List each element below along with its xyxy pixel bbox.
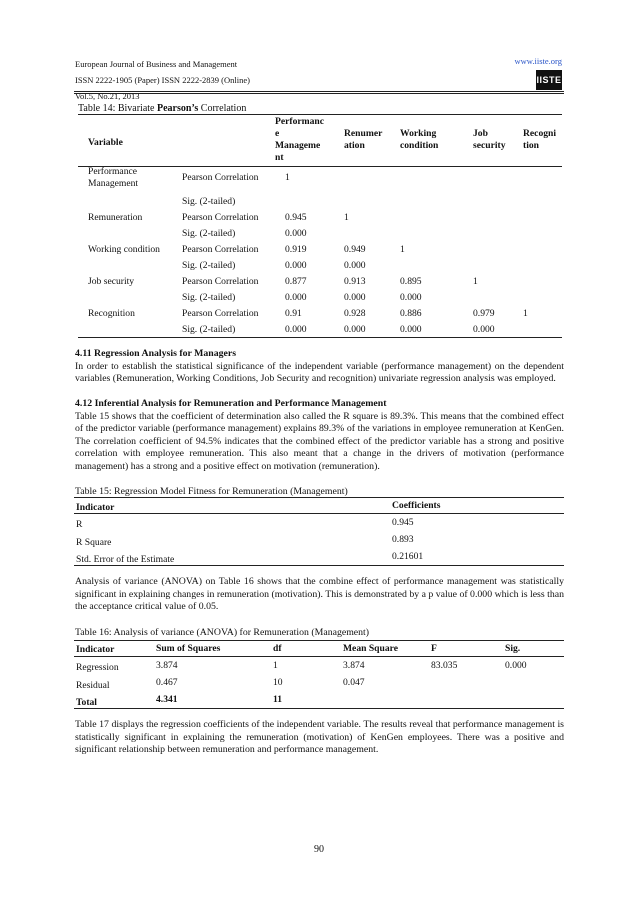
page-number: 90 xyxy=(314,844,324,855)
table16-cell: Total xyxy=(76,697,97,708)
table16-cell: 0.047 xyxy=(343,677,365,688)
journal-name: European Journal of Business and Management xyxy=(75,59,238,69)
table14-value-cell: 0.000 xyxy=(344,324,366,335)
table14-top-rule xyxy=(78,114,562,115)
table16-cell: 83.035 xyxy=(431,660,458,671)
table14-stat-cell: Sig. (2-tailed) xyxy=(182,292,236,303)
table14-stat-cell: Pearson Correlation xyxy=(182,172,259,183)
table15-bottom-rule xyxy=(74,565,564,566)
table15-row-value: 0.893 xyxy=(392,534,414,545)
section-4-12 xyxy=(75,398,564,474)
table16-cell: 0.467 xyxy=(156,677,178,688)
table16-header-mean-square: Mean Square xyxy=(343,643,398,654)
table14-stat-cell: Pearson Correlation xyxy=(182,212,259,223)
section-4-12-text: Table 15 shows that the coefficient of determination also called the R square is 89.3%. This means that the combined effect of the predictor variable (performance management) explains 89.3% of the variations in employee remuneration at KenGen. The correlation coefficient of 94.5% indicates that the combined effect of the predictor variable has a strong and positive correlation with employee remuneration. This also meant that a change in the drivers of motivation (performance management) has a strong and a positive effect on motivation (remuneration). xyxy=(75,410,564,472)
table14-value-cell: 0.895 xyxy=(400,276,422,287)
journal-header xyxy=(75,56,250,104)
table14-value-cell: 0.000 xyxy=(344,292,366,303)
table14-value-cell: 0.000 xyxy=(344,260,366,271)
table14-stat-cell: Sig. (2-tailed) xyxy=(182,196,236,207)
table16-cell: 1 xyxy=(273,660,278,671)
table14-value-cell: 0.886 xyxy=(400,308,422,319)
table14-value-cell: 0.000 xyxy=(285,292,307,303)
table14-caption: Table 14: Bivariate Pearson’s Correlation xyxy=(78,103,247,114)
table16-header-sum-of-squares: Sum of Squares xyxy=(156,643,221,654)
table14-value-cell: 0.000 xyxy=(473,324,495,335)
table15-header-coefficients: Coefficients xyxy=(392,500,441,511)
table14-value-cell: 0.979 xyxy=(473,308,495,319)
table14-value-cell: 0.877 xyxy=(285,276,307,287)
table15-row-value: 0.21601 xyxy=(392,551,424,562)
table16-bottom-rule xyxy=(74,708,564,709)
table14-bottom-rule xyxy=(78,337,562,338)
table14-stat-cell: Pearson Correlation xyxy=(182,308,259,319)
table16-cell: 0.000 xyxy=(505,660,527,671)
table14-value-cell: 0.000 xyxy=(285,260,307,271)
table14-stat-cell: Pearson Correlation xyxy=(182,244,259,255)
table14-header-job-security: Job security xyxy=(473,128,506,151)
journal-volume: Vol.5, No.21, 2013 xyxy=(75,91,140,101)
table15-top-rule xyxy=(74,497,564,498)
table14-value-cell: 1 xyxy=(400,244,405,255)
table15-row-indicator: Std. Error of the Estimate xyxy=(76,554,175,565)
table14-value-cell: 0.000 xyxy=(285,324,307,335)
section-4-12-heading: 4.12 Inferential Analysis for Remuneration and Performance Management xyxy=(75,398,387,409)
table14-header-variable: Variable xyxy=(88,137,123,148)
table14-value-cell: 0.913 xyxy=(344,276,366,287)
table14-header-performance: Performanc e Manageme nt xyxy=(275,116,325,163)
table16-top-rule xyxy=(74,640,564,641)
table14-value-cell: 1 xyxy=(344,212,349,223)
table15-row-indicator: R Square xyxy=(76,537,112,548)
section-4-11-text: In order to establish the statistical significance of the independent variable (performance management) on the dependent variables (Remuneration, Working Conditions, Job Security and recognition) univariate regression analysis was employed. xyxy=(75,360,564,385)
table16-caption: Table 16: Analysis of variance (ANOVA) for Remuneration (Management) xyxy=(75,627,370,638)
table14-variable-cell: Job security xyxy=(88,276,135,287)
table14-value-cell: 1 xyxy=(473,276,478,287)
journal-issn: ISSN 2222-1905 (Paper) ISSN 2222-2839 (Online) xyxy=(75,75,250,85)
table15-caption: Table 15: Regression Model Fitness for Remuneration (Management) xyxy=(75,486,348,497)
iiste-logo: IISTE xyxy=(536,70,562,90)
table16-anova xyxy=(74,640,564,708)
section-4-11-heading: 4.11 Regression Analysis for Managers xyxy=(75,348,237,359)
table16-cell: 4.341 xyxy=(156,694,178,705)
table15-row-indicator: R xyxy=(76,519,83,530)
table14-header-working-condition: Working condition xyxy=(400,128,439,151)
final-paragraph: Table 17 displays the regression coefficients of the independent variable. The results reveal that performance management is statistically significant in explaining the remuneration (motivation) of KenGen employees. There was a positive and significant relationship between remuneration and performance management. xyxy=(75,719,564,756)
table14-stat-cell: Sig. (2-tailed) xyxy=(182,228,236,239)
table14-value-cell: 1 xyxy=(523,308,528,319)
table14-variable-cell: Performance Management xyxy=(88,166,139,189)
table16-cell: 3.874 xyxy=(156,660,178,671)
table14-value-cell: 0.000 xyxy=(285,228,307,239)
table16-header-f: F xyxy=(431,643,437,654)
table16-cell: 3.874 xyxy=(343,660,365,671)
header-rule-double xyxy=(74,93,564,94)
table14-header-recognition: Recogni tion xyxy=(523,128,557,151)
table16-cell: Residual xyxy=(76,680,110,691)
table16-cell: Regression xyxy=(76,662,119,673)
table14-stat-cell: Sig. (2-tailed) xyxy=(182,260,236,271)
table15-row-value: 0.945 xyxy=(392,517,414,528)
table15-regression-fitness xyxy=(74,497,564,565)
table14-variable-cell: Working condition xyxy=(88,244,160,255)
table14-value-cell: 0.91 xyxy=(285,308,302,319)
table14-value-cell: 1 xyxy=(285,172,290,183)
table14-value-cell: 0.000 xyxy=(400,324,422,335)
table14-value-cell: 0.919 xyxy=(285,244,307,255)
table16-header-sig: Sig. xyxy=(505,643,521,654)
table15-header-rule xyxy=(74,513,564,514)
table14-header-remuneration: Renumer ation xyxy=(344,128,383,151)
table16-header-rule xyxy=(74,656,564,657)
table14-stat-cell: Sig. (2-tailed) xyxy=(182,324,236,335)
table14-variable-cell: Remuneration xyxy=(88,212,143,223)
table14-value-cell: 0.000 xyxy=(400,292,422,303)
table16-cell: 11 xyxy=(273,694,283,705)
anova-paragraph: Analysis of variance (ANOVA) on Table 16 shows that the combine effect of performance management was statistically significant in explaining changes in remuneration (motivation). This is demonstrated by a p value of 0.000 which is less than the acceptance critical value of 0.05. xyxy=(75,576,564,613)
table16-header-df: df xyxy=(273,643,282,654)
table14-stat-cell: Pearson Correlation xyxy=(182,276,259,287)
table15-header-indicator: Indicator xyxy=(76,502,115,513)
section-4-11 xyxy=(75,348,564,386)
table14-value-cell: 0.949 xyxy=(344,244,366,255)
table14-variable-cell: Recognition xyxy=(88,308,135,319)
table16-header-indicator: Indicator xyxy=(76,644,115,655)
table14-value-cell: 0.928 xyxy=(344,308,366,319)
table16-cell: 10 xyxy=(273,677,283,688)
table14-value-cell: 0.945 xyxy=(285,212,307,223)
header-rule xyxy=(74,91,564,92)
journal-url-link[interactable]: www.iiste.org xyxy=(514,56,562,66)
